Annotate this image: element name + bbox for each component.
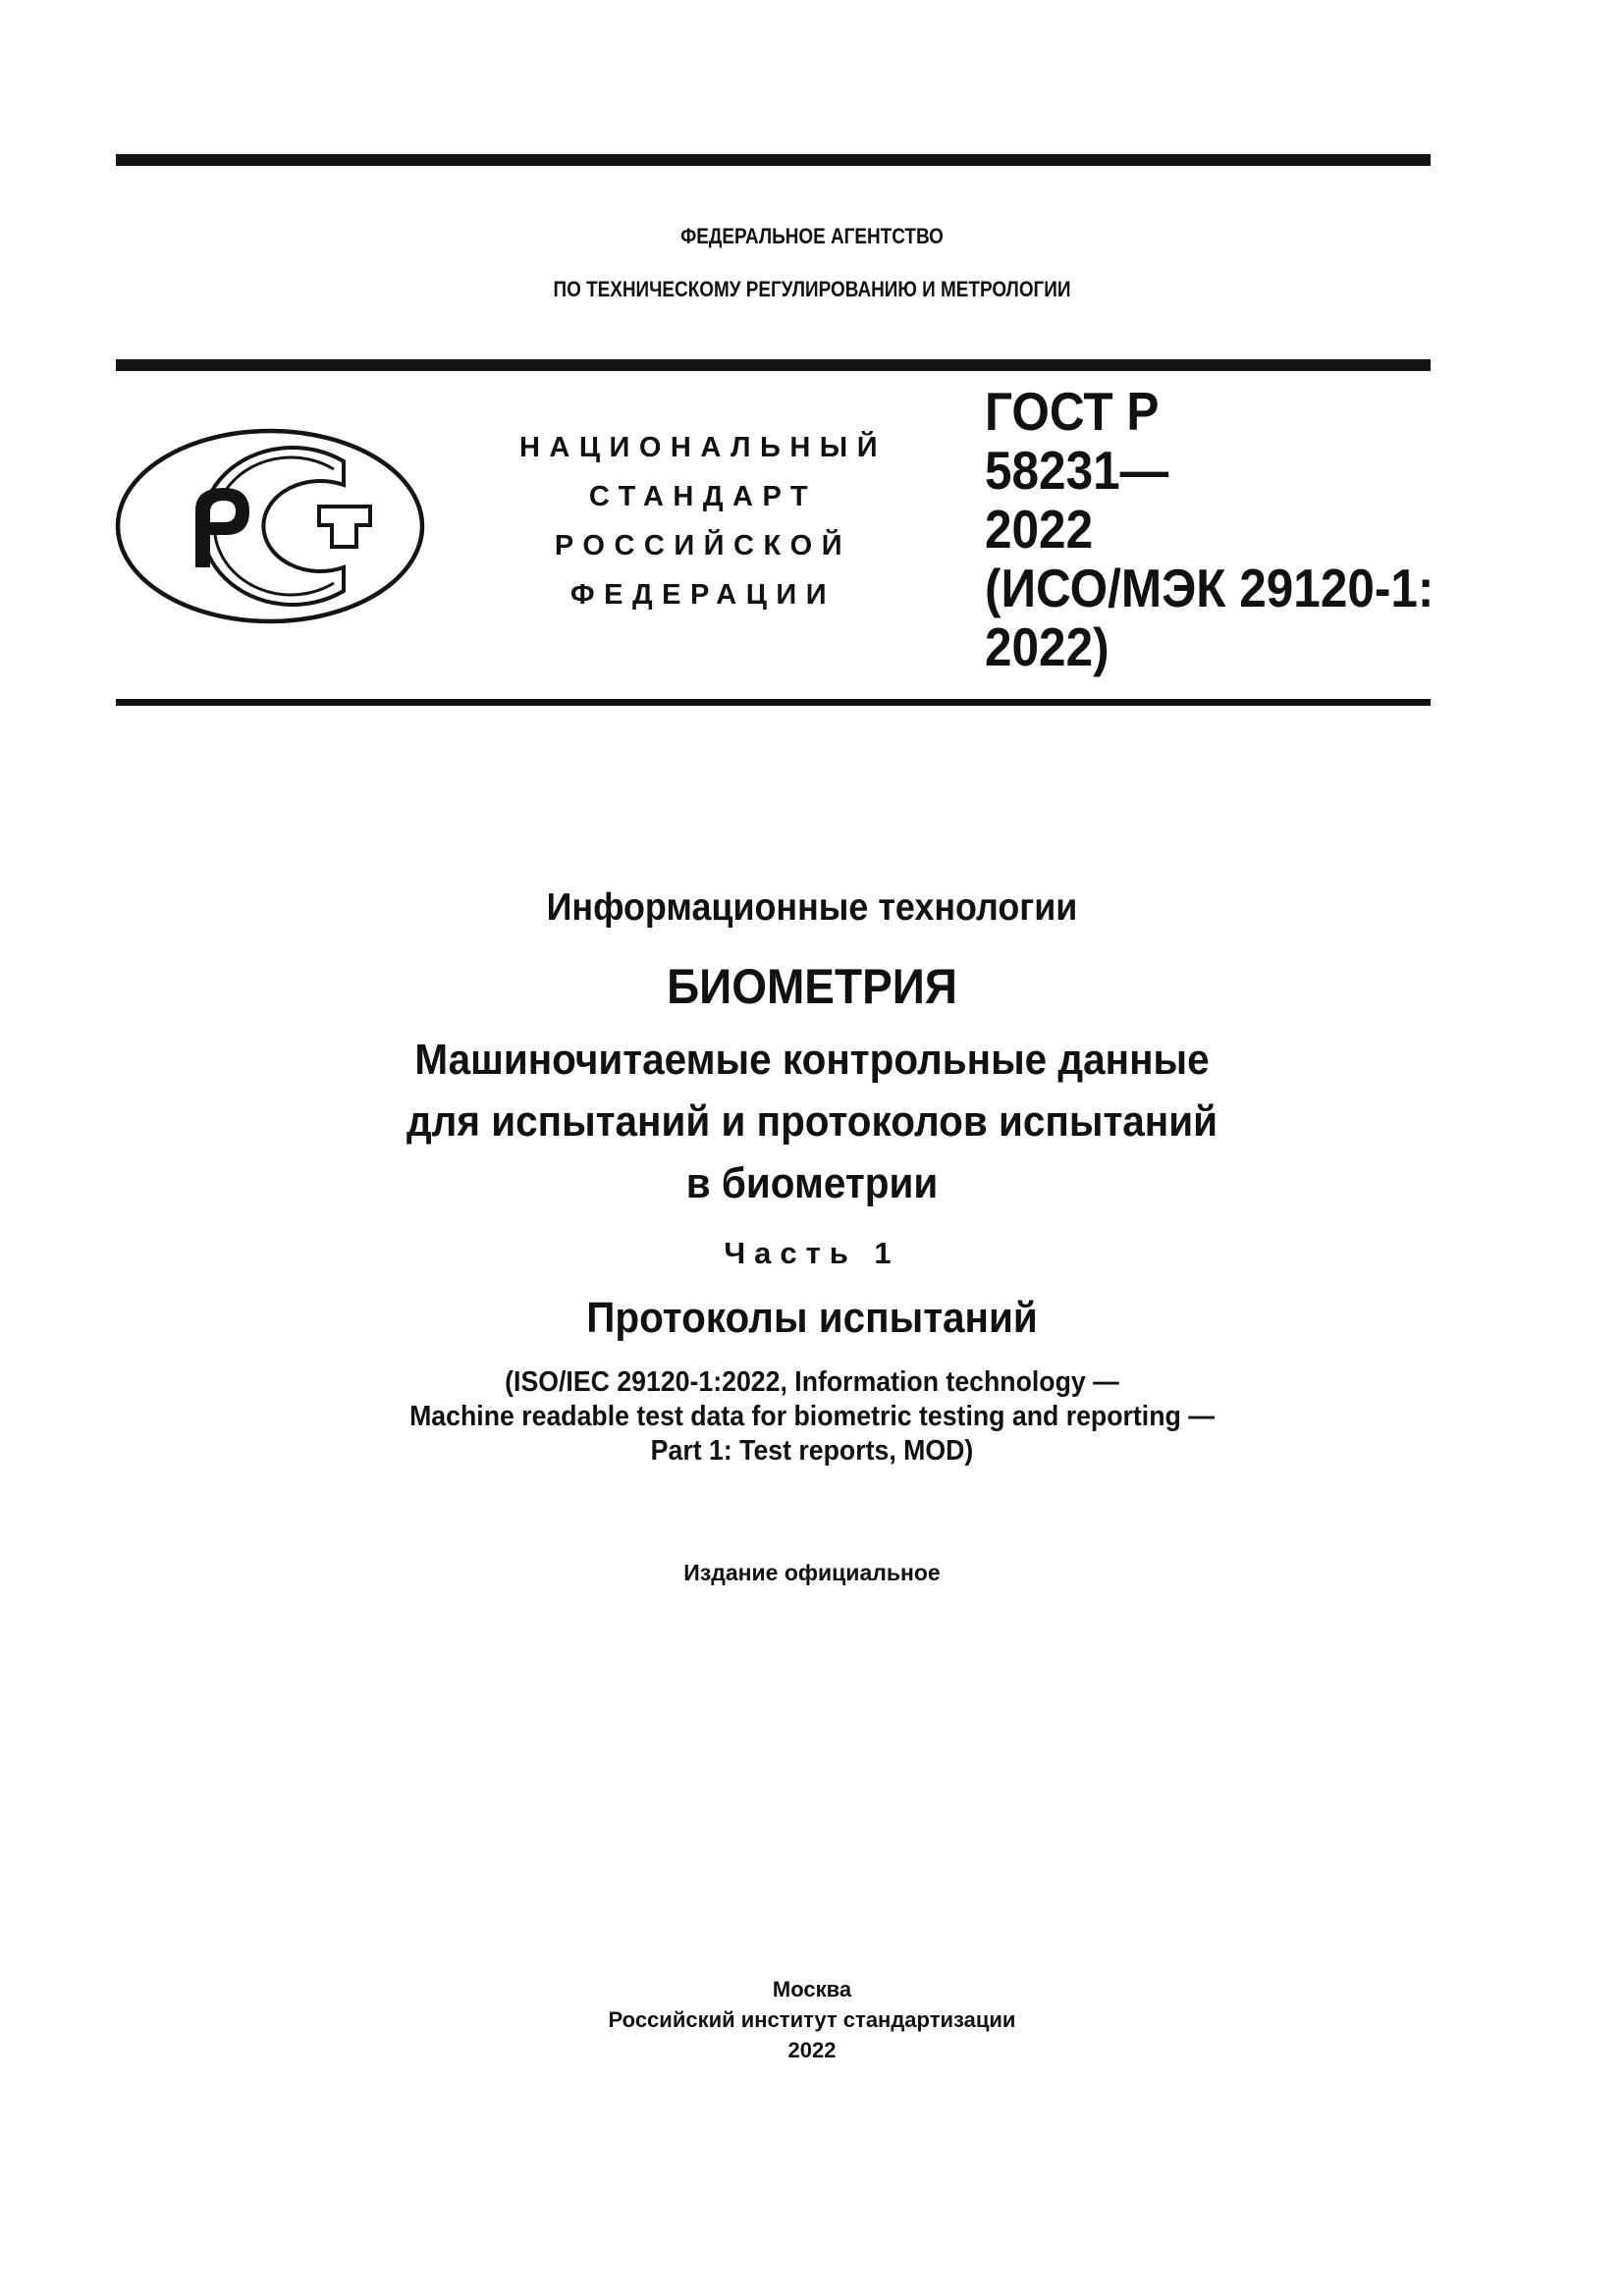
- rst-logo-icon: [110, 422, 434, 630]
- original-reference-line: Part 1: Test reports, MOD): [650, 1435, 974, 1467]
- publisher-organization: Российский институт стандартизации: [608, 2007, 1016, 2032]
- part-number: Часть 1: [724, 1236, 900, 1270]
- original-reference-line: (ISO/IEC 29120-1:2022, Information technology —: [505, 1366, 1119, 1398]
- designation-line: 2022: [985, 499, 1094, 560]
- original-standard-reference: [65, 1365, 1559, 1468]
- designation-line: 2022): [985, 616, 1110, 677]
- original-reference-line: Machine readable test data for biometric testing and reporting —: [409, 1401, 1215, 1432]
- publisher-city: Москва: [772, 1977, 852, 2002]
- middle-rule: [116, 359, 1431, 371]
- publisher-block: [0, 1974, 1624, 2065]
- publisher-year: 2022: [787, 2038, 837, 2062]
- top-rule: [116, 154, 1431, 166]
- title-main-line: в биометрии: [685, 1159, 939, 1207]
- part-title: Протоколы испытаний: [586, 1294, 1038, 1342]
- edition-label: Издание официальное: [683, 1560, 941, 1585]
- national-standard-line: СТАНДАРТ: [588, 481, 818, 512]
- agency-line-1: ФЕДЕРАЛЬНОЕ АГЕНТСТВО: [680, 224, 944, 248]
- national-standard-line: РОССИЙСКОЙ: [554, 530, 852, 561]
- title-general: Информационные технологии: [546, 886, 1078, 929]
- title-subject: БИОМЕТРИЯ: [667, 959, 957, 1014]
- designation-line: (ИСО/МЭК 29120-1:: [985, 558, 1435, 618]
- national-standard-label: [491, 423, 915, 619]
- title-main-line: для испытаний и протоколов испытаний: [406, 1097, 1218, 1146]
- bottom-rule: [116, 699, 1431, 706]
- standard-designation: [985, 382, 1434, 676]
- designation-line: ГОСТ Р: [985, 381, 1160, 442]
- national-standard-line: ФЕДЕРАЦИИ: [569, 579, 837, 611]
- title-main: [65, 1029, 1559, 1214]
- designation-line: 58231—: [985, 440, 1169, 501]
- agency-line-2: ПО ТЕХНИЧЕСКОМУ РЕГУЛИРОВАНИЮ И МЕТРОЛОГИИ: [553, 277, 1071, 301]
- national-standard-line: НАЦИОНАЛЬНЫЙ: [518, 432, 888, 463]
- title-main-line: Машиночитаемые контрольные данные: [414, 1036, 1210, 1084]
